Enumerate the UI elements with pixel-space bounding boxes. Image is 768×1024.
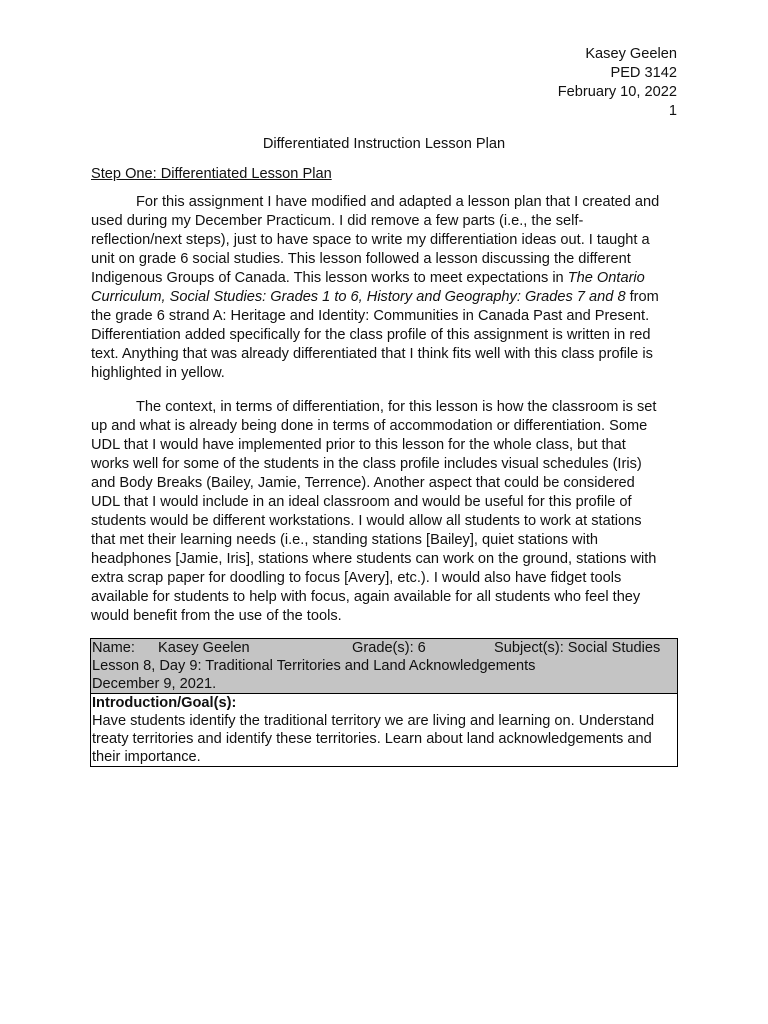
paragraph-line: up and what is already being done in terms of accommodation or differentiation. Some xyxy=(91,418,648,434)
document-header xyxy=(558,45,677,121)
curriculum-title: The Ontario xyxy=(567,270,645,286)
info-line xyxy=(92,639,677,657)
name-label: Name: xyxy=(92,640,135,656)
paragraph-line: that met their learning needs (i.e., standing stations [Bailey], quiet stations with xyxy=(91,532,599,548)
goals-cell xyxy=(91,694,678,767)
paragraph-line: UDL that I would include in an ideal classroom and would be useful for this profile of xyxy=(91,494,632,510)
paragraph-line: UDL that I would have implemented prior to this lesson for the whole class, but that xyxy=(91,437,626,453)
document-title: Differentiated Instruction Lesson Plan xyxy=(262,136,506,152)
paragraph-line: works well for some of the students in the class profile includes visual schedules (Iris) xyxy=(91,456,642,472)
page-number: 1 xyxy=(668,103,677,119)
curriculum-title: Curriculum, Social Studies: Grades 1 to 6, History and Geography: Grades 7 and 8 xyxy=(91,289,626,305)
paragraph-line: highlighted in yellow. xyxy=(91,365,225,381)
paragraph-line: Differentiation added specifically for the class profile of this assignment is written in red xyxy=(91,327,651,343)
line-text: from xyxy=(625,289,659,305)
paragraph-line: headphones [Jamie, Iris], stations where students can work on the ground, stations with xyxy=(91,551,657,567)
paragraph-line: The context, in terms of differentiation, for this lesson is how the classroom is set xyxy=(136,399,657,415)
paragraph-context xyxy=(91,398,678,626)
paragraph-line: reflection/next steps), just to have space to write my differentiation ideas out. I taught a xyxy=(91,232,650,248)
lesson-title: Lesson 8, Day 9: Traditional Territories and Land Acknowledgements xyxy=(92,658,536,674)
lesson-info-cell xyxy=(91,639,678,694)
subject-value: Subject(s): Social Studies xyxy=(494,640,661,656)
paragraph-line: used during my December Practicum. I did remove a few parts (i.e., the self- xyxy=(91,213,584,229)
table-row xyxy=(91,694,678,767)
paragraph-line: extra scrap paper for doodling to focus [Avery], etc.). I would also have fidget tools xyxy=(91,570,622,586)
paragraph-intro xyxy=(91,193,678,383)
header-date: February 10, 2022 xyxy=(557,84,677,100)
table-row xyxy=(91,639,678,694)
paragraph-line: available for students to help with focus, again available for all students who feel they xyxy=(91,589,641,605)
paragraph-line: the grade 6 strand A: Heritage and Identity: Communities in Canada Past and Present. xyxy=(91,308,650,324)
lesson-plan-table xyxy=(90,638,678,767)
line-text: Indigenous Groups of Canada. This lesson works to meet expectations in xyxy=(91,270,568,286)
paragraph-line: unit on grade 6 social studies. This lesson followed a lesson discussing the different xyxy=(91,251,631,267)
goals-heading: Introduction/Goal(s): xyxy=(92,695,237,711)
goals-text: treaty territories and identify these territories. Learn about land acknowledgements and xyxy=(92,731,652,747)
course-code: PED 3142 xyxy=(610,65,677,81)
goals-text: their importance. xyxy=(92,749,201,765)
paragraph-line xyxy=(91,269,678,288)
paragraph-line: would benefit from the use of the tools. xyxy=(91,608,342,624)
paragraph-line: text. Anything that was already differentiated that I think fits well with this class profile is xyxy=(91,346,653,362)
name-value: Kasey Geelen xyxy=(158,640,250,656)
goals-text: Have students identify the traditional territory we are living and learning on. Understand xyxy=(92,713,655,729)
lesson-date: December 9, 2021. xyxy=(92,676,217,692)
author-name: Kasey Geelen xyxy=(585,46,677,62)
paragraph-line: students would be different workstations. I would allow all students to work at stations xyxy=(91,513,642,529)
grade-value: Grade(s): 6 xyxy=(352,640,426,656)
paragraph-line xyxy=(91,288,678,307)
paragraph-line: For this assignment I have modified and adapted a lesson plan that I created and xyxy=(136,194,660,210)
paragraph-line: and Body Breaks (Bailey, Jamie, Terrence). Another aspect that could be considered xyxy=(91,475,635,491)
step-heading: Step One: Differentiated Lesson Plan xyxy=(91,166,332,182)
